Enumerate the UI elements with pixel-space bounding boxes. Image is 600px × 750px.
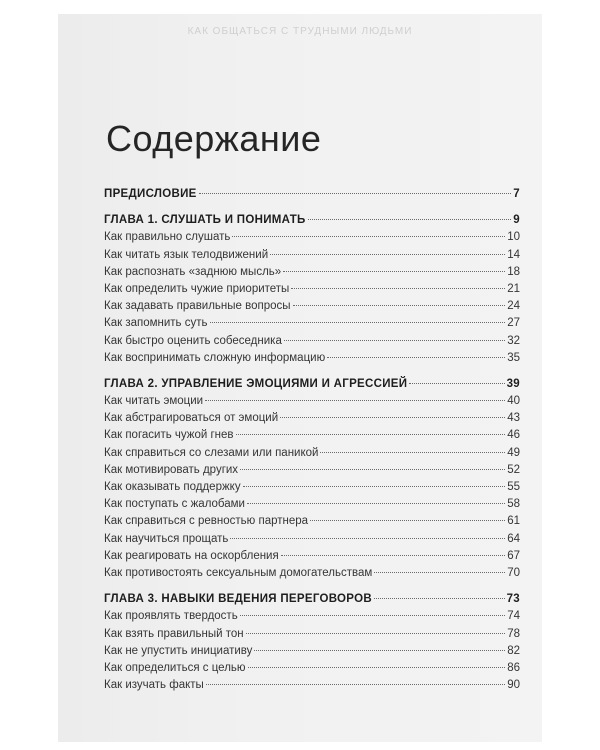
toc-item — [104, 447, 520, 464]
leader-dots — [310, 520, 505, 521]
toc-entry-label: ГЛАВА 1. СЛУШАТЬ И ПОНИМАТЬ — [104, 214, 306, 227]
toc-item — [104, 481, 520, 498]
table-of-contents — [104, 188, 520, 696]
toc-page-number: 55 — [507, 481, 520, 493]
toc-entry-label: Как мотивировать других — [104, 463, 239, 476]
toc-entry-label: Как абстрагироваться от эмоций — [104, 412, 279, 425]
toc-chapter-heading — [104, 378, 520, 395]
toc-item — [104, 335, 520, 352]
toc-entry-label: Как оказывать поддержку — [104, 481, 241, 493]
leader-dots — [240, 615, 506, 616]
toc-page-number: 70 — [507, 566, 520, 579]
leader-dots — [280, 417, 505, 418]
toc-page-number: 74 — [507, 610, 520, 623]
toc-page-number: 10 — [507, 231, 520, 244]
toc-item — [104, 352, 520, 369]
leader-dots — [374, 572, 505, 573]
toc-item — [104, 395, 520, 412]
toc-entry-label: Как не упустить инициативу — [104, 644, 253, 657]
toc-entry-label: Как запомнить суть — [104, 317, 208, 330]
leader-dots — [243, 486, 506, 487]
toc-item — [104, 498, 520, 515]
toc-page-number: 61 — [507, 515, 520, 528]
leader-dots — [210, 322, 506, 323]
toc-page-number: 78 — [507, 627, 520, 640]
toc-preface — [104, 188, 520, 205]
toc-item — [104, 610, 520, 627]
section-spacer — [104, 584, 520, 593]
toc-chapter-heading — [104, 593, 520, 610]
toc-entry-label: Как противостоять сексуальным домогательствам — [104, 566, 373, 579]
toc-item — [104, 550, 520, 567]
toc-item — [104, 266, 520, 283]
toc-entry-label: Как проявлять твердость — [104, 610, 238, 623]
leader-dots — [320, 452, 505, 453]
leader-dots — [248, 667, 506, 668]
toc-chapter-heading — [104, 214, 520, 231]
toc-item — [104, 645, 520, 662]
toc-page-number: 24 — [507, 300, 520, 313]
toc-entry-label: Как распознать «заднюю мысль» — [104, 265, 282, 278]
leader-dots — [232, 236, 505, 237]
running-header: КАК ОБЩАТЬСЯ С ТРУДНЫМИ ЛЮДЬМИ — [187, 26, 413, 37]
toc-entry-label: ПРЕДИСЛОВИЕ — [104, 188, 197, 200]
toc-page-number: 67 — [507, 549, 520, 562]
leader-dots — [293, 305, 506, 306]
toc-item — [104, 429, 520, 446]
toc-item — [104, 533, 520, 550]
toc-entry-label: Как справиться со слезами или паникой — [104, 446, 319, 459]
leader-dots — [283, 271, 505, 272]
page-title: Содержание — [106, 118, 322, 159]
toc-entry-label: Как читать эмоции — [104, 395, 204, 408]
toc-item — [104, 628, 520, 645]
leader-dots — [230, 538, 505, 539]
toc-page-number: 7 — [513, 188, 520, 200]
section-spacer — [104, 369, 520, 378]
toc-entry-label: Как погасить чужой гнев — [104, 429, 234, 442]
leader-dots — [374, 598, 505, 599]
toc-page-number: 27 — [507, 317, 520, 330]
toc-page-number: 39 — [506, 377, 520, 390]
toc-page-number: 32 — [507, 334, 520, 347]
toc-page-number: 14 — [507, 248, 520, 261]
toc-entry-label: Как взять правильный тон — [104, 627, 244, 640]
leader-dots — [206, 684, 505, 685]
toc-page-number: 21 — [507, 282, 520, 295]
leader-dots — [236, 434, 506, 435]
toc-entry-label: Как правильно слушать — [104, 231, 231, 244]
toc-item — [104, 231, 520, 248]
leader-dots — [281, 555, 505, 556]
leader-dots — [240, 469, 505, 470]
toc-item — [104, 283, 520, 300]
toc-entry-label: Как реагировать на оскорбления — [104, 549, 279, 562]
toc-page-number: 43 — [507, 412, 520, 425]
toc-entry-label: ГЛАВА 3. НАВЫКИ ВЕДЕНИЯ ПЕРЕГОВОРОВ — [104, 593, 372, 606]
toc-entry-label: Как справиться с ревностью партнера — [104, 515, 309, 528]
toc-entry-label: Как научиться прощать — [104, 532, 229, 545]
toc-page-number: 64 — [507, 532, 520, 545]
leader-dots — [308, 219, 512, 220]
leader-dots — [205, 400, 505, 401]
toc-page-number: 40 — [507, 395, 520, 408]
toc-entry-label: Как читать язык телодвижений — [104, 248, 269, 261]
toc-page-number: 82 — [507, 644, 520, 657]
toc-entry-label: Как поступать с жалобами — [104, 498, 245, 511]
toc-page-number: 86 — [507, 661, 520, 674]
toc-entry-label: Как определить чужие приоритеты — [104, 282, 290, 295]
toc-entry-label: ГЛАВА 2. УПРАВЛЕНИЕ ЭМОЦИЯМИ И АГРЕССИЕЙ — [104, 377, 408, 390]
leader-dots — [409, 383, 504, 384]
toc-page-number: 9 — [513, 214, 520, 227]
toc-page-number: 90 — [507, 679, 520, 692]
toc-page-number: 46 — [507, 429, 520, 442]
toc-item — [104, 662, 520, 679]
toc-item — [104, 567, 520, 584]
section-spacer — [104, 205, 520, 214]
toc-page-number: 35 — [507, 351, 520, 364]
toc-page-number: 73 — [506, 593, 520, 606]
toc-page-number: 58 — [507, 498, 520, 511]
toc-page-number: 52 — [507, 463, 520, 476]
toc-page-number: 49 — [507, 446, 520, 459]
toc-page-number: 18 — [507, 265, 520, 278]
toc-entry-label: Как задавать правильные вопросы — [104, 300, 291, 313]
book-page — [58, 14, 542, 742]
toc-item — [104, 300, 520, 317]
toc-item — [104, 317, 520, 334]
leader-dots — [247, 503, 505, 504]
toc-item — [104, 464, 520, 481]
leader-dots — [199, 193, 512, 194]
toc-item — [104, 249, 520, 266]
leader-dots — [270, 254, 505, 255]
toc-entry-label: Как воспринимать сложную информацию — [104, 351, 326, 364]
toc-entry-label: Как быстро оценить собеседника — [104, 334, 282, 347]
leader-dots — [291, 288, 505, 289]
leader-dots — [254, 650, 505, 651]
leader-dots — [327, 357, 505, 358]
toc-item — [104, 515, 520, 532]
toc-entry-label: Как изучать факты — [104, 679, 204, 692]
toc-entry-label: Как определиться с целью — [104, 661, 246, 674]
toc-item — [104, 679, 520, 696]
toc-item — [104, 412, 520, 429]
leader-dots — [246, 633, 506, 634]
leader-dots — [284, 340, 505, 341]
